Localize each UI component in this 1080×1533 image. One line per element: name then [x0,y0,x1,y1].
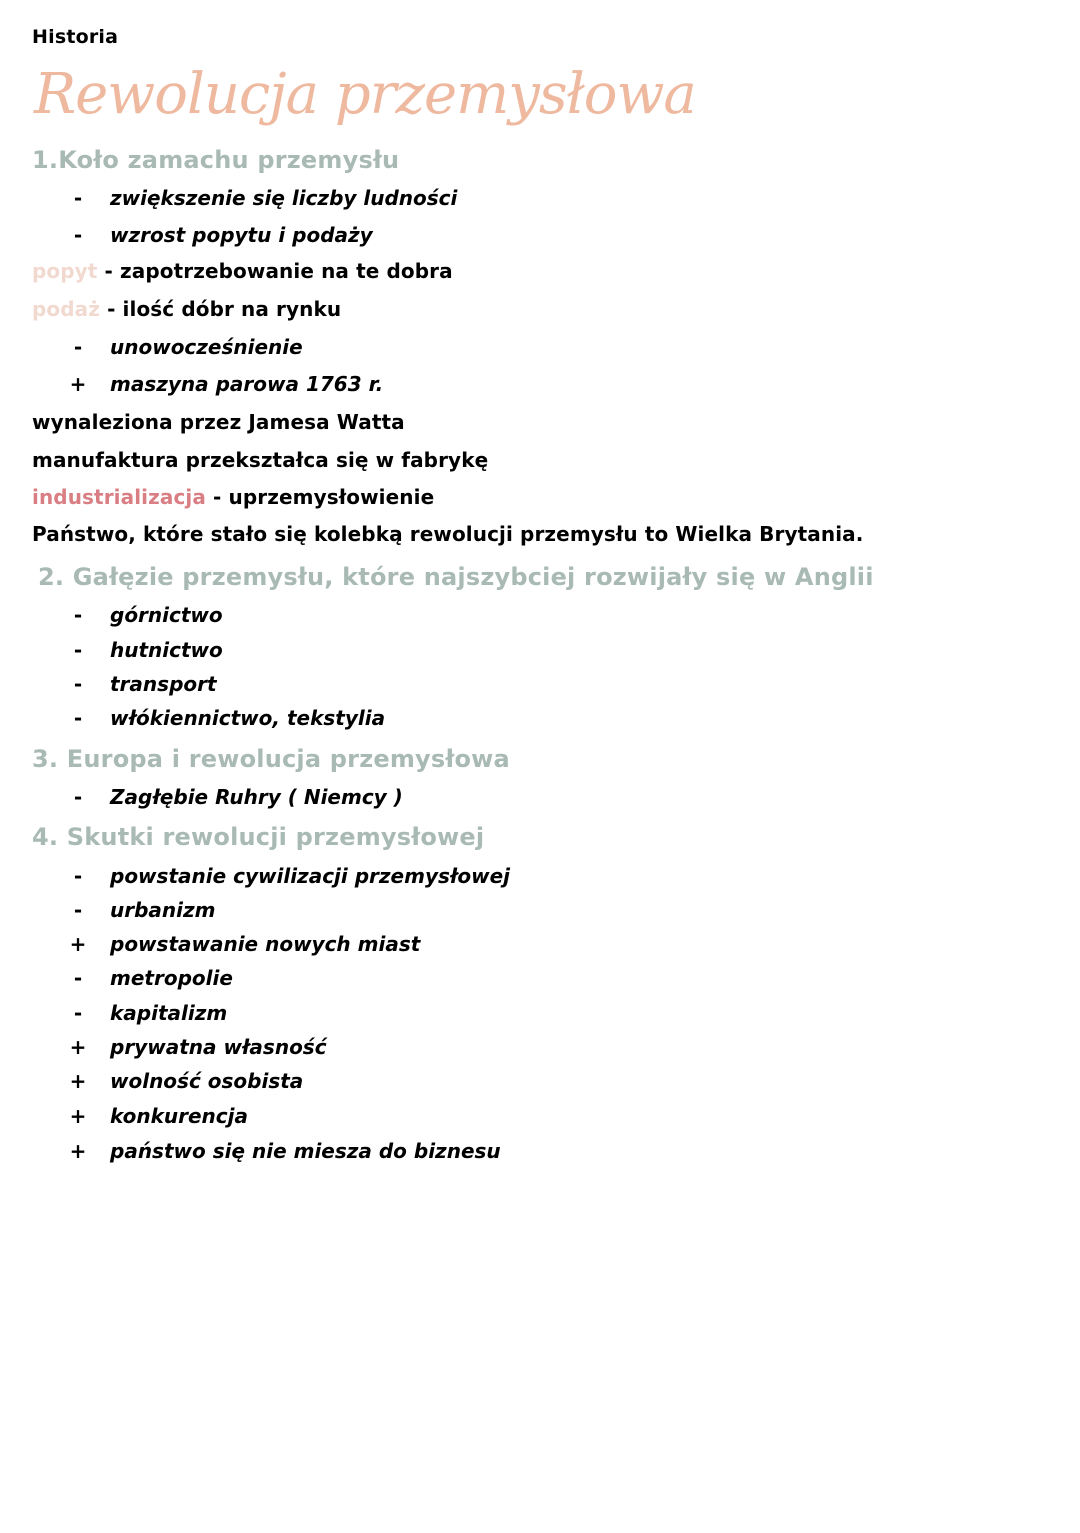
bullet-mark: - [73,966,83,990]
section-3-heading: 3. Europa i rewolucja przemysłowa [32,745,510,773]
list-item [0,372,1080,402]
bullet-text: konkurencja [110,1104,248,1128]
section-4-heading: 4. Skutki rewolucji przemysłowej [32,823,485,851]
subject-label: Historia [32,26,119,48]
bullet-mark: + [69,932,87,956]
bullet-mark: - [73,223,83,247]
bullet-text: urbanizm [110,898,216,922]
list-item [0,672,1080,702]
term-podaz: podaż [32,297,101,321]
bullet-mark: - [73,603,83,627]
bullet-text: Zagłębie Ruhry ( Niemcy ) [110,785,403,809]
list-item [0,1139,1080,1169]
bullet-mark: - [73,898,83,922]
bullet-mark: + [69,1104,87,1128]
text-line-panstwo: Państwo, które stało się kolebką rewolucji przemysłu to Wielka Brytania. [32,522,864,546]
bullet-text: metropolie [110,966,233,990]
term-popyt: popyt [32,259,98,283]
page-title: Rewolucja przemysłowa [34,62,696,127]
bullet-text: prywatna własność [110,1035,327,1059]
bullet-mark: + [69,1139,87,1163]
list-item [0,223,1080,253]
list-item [0,785,1080,815]
text-line-watt: wynaleziona przez Jamesa Watta [32,410,405,434]
text-line-manufaktura: manufaktura przekształca się w fabrykę [32,448,489,472]
bullet-mark: - [73,335,83,359]
list-item [0,932,1080,962]
definition-text: - ilość dóbr na rynku [100,297,342,321]
definition-podaz [32,297,341,321]
list-item [0,1069,1080,1099]
definition-text: - zapotrzebowanie na te dobra [97,259,453,283]
bullet-mark: - [73,672,83,696]
bullet-text: kapitalizm [110,1001,228,1025]
bullet-mark: - [73,186,83,210]
list-item [0,966,1080,996]
bullet-text: unowocześnienie [110,335,303,359]
bullet-mark: - [73,864,83,888]
list-item [0,335,1080,365]
list-item [0,864,1080,894]
bullet-text: włókiennictwo, tekstylia [110,706,386,730]
bullet-mark: + [69,1035,87,1059]
definition-text: - uprzemysłowienie [205,485,435,509]
list-item [0,1104,1080,1134]
bullet-text: transport [110,672,217,696]
section-2-heading: 2. Gałęzie przemysłu, które najszybciej rozwijały się w Anglii [38,563,874,591]
list-item [0,186,1080,216]
list-item [0,898,1080,928]
bullet-text: maszyna parowa 1763 r. [110,372,384,396]
bullet-mark: - [73,1001,83,1025]
bullet-mark: + [69,372,87,396]
list-item [0,603,1080,633]
term-industrializacja: industrializacja [32,485,206,509]
bullet-mark: + [69,1069,87,1093]
section-1-heading: 1.Koło zamachu przemysłu [32,146,400,174]
bullet-text: powstanie cywilizacji przemysłowej [110,864,511,888]
list-item [0,1001,1080,1031]
definition-popyt [32,259,453,283]
bullet-mark: - [73,785,83,809]
bullet-text: hutnictwo [110,638,223,662]
bullet-text: powstawanie nowych miast [110,932,421,956]
definition-industrializacja [32,485,434,509]
list-item [0,638,1080,668]
bullet-text: państwo się nie miesza do biznesu [110,1139,501,1163]
bullet-text: wolność osobista [110,1069,304,1093]
bullet-mark: - [73,638,83,662]
list-item [0,1035,1080,1065]
bullet-text: górnictwo [110,603,223,627]
bullet-text: wzrost popytu i podaży [110,223,373,247]
bullet-mark: - [73,706,83,730]
bullet-text: zwiększenie się liczby ludności [110,186,458,210]
list-item [0,706,1080,736]
